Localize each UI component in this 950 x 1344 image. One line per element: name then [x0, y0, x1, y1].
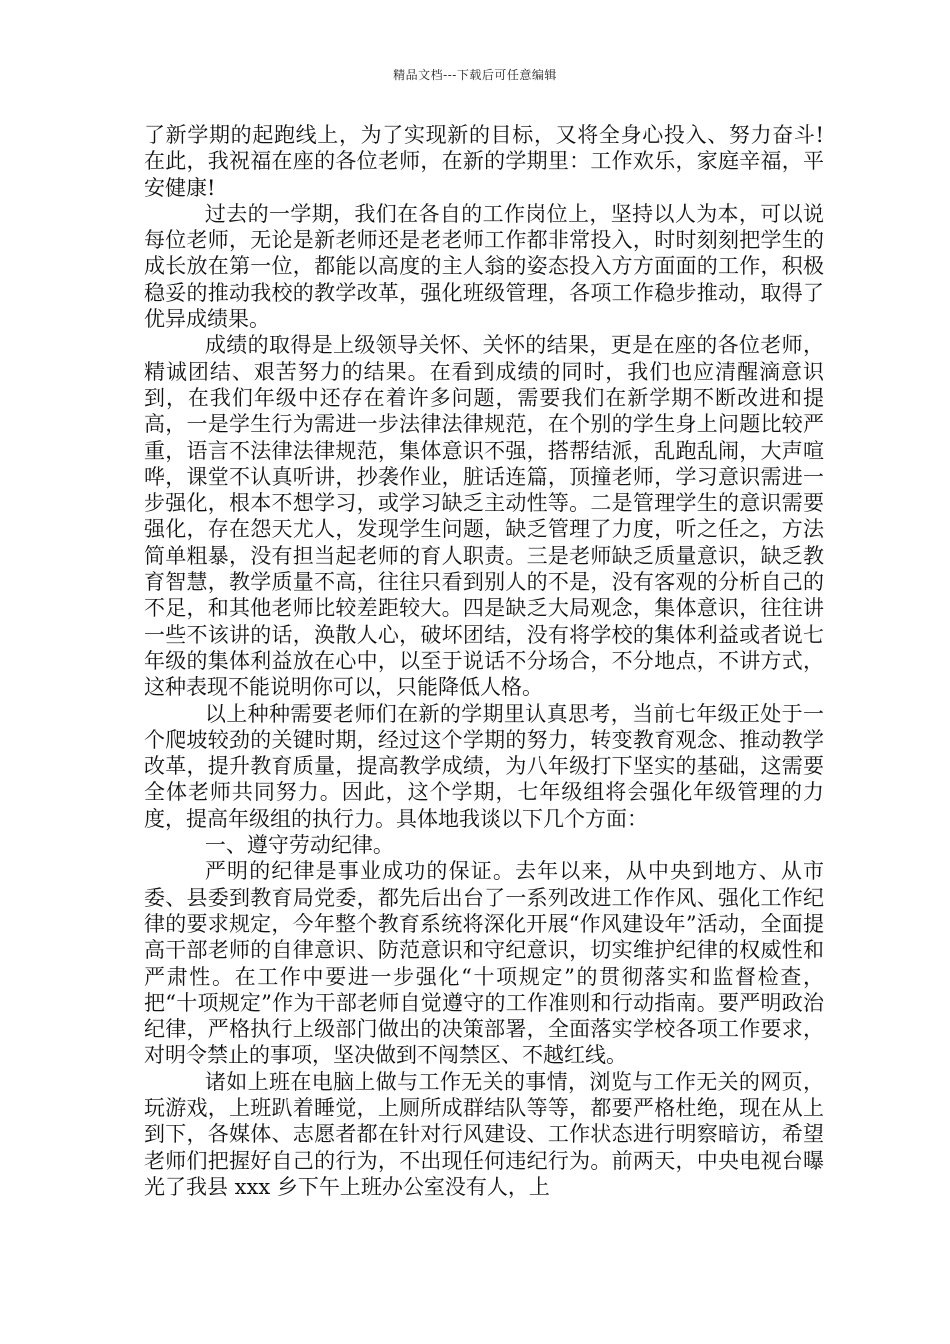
paragraph-3: 成绩的取得是上级领导关怀、关怀的结果，更是在座的各位老师，精诚团结、艰苦努力的结果。在看到成绩的同时，我们也应清醒滴意识到，在我们年级中还存在着许多问题，需要我们在新学期不断改进和提高，一是学生行为需进一步法律法律规范，在个别的学生身上问题比较严重，语言不法律法律规范，集体意识不强，搭帮结派，乱跑乱闹，大声喧哗，课堂不认真听讲，抄袭作业，脏话连篇，顶撞老师，学习意识需进一步强化，根本不想学习，或学习缺乏主动性等。二是管理学生的意识需要强化，存在怨天尤人，发现学生问题，缺乏管理了力度，听之任之，方法简单粗暴，没有担当起老师的育人职责。三是老师缺乏质量意识，缺乏教育智慧，教学质量不高，往往只看到别人的不是，没有客观的分析自己的不足，和其他老师比较差距较大。四是缺乏大局观念，集体意识，往往讲一些不该讲的话，涣散人心，破坏团结，没有将学校的集体利益或者说七年级的集体利益放在心中，以至于说话不分场合，不分地点，不讲方式，这种表现不能说明你可以，只能降低人格。	[144, 333, 824, 700]
paragraph-2: 过去的一学期，我们在各自的工作岗位上，坚持以人为本，可以说每位老师，无论是新老师还是老老师工作都非常投入，时时刻刻把学生的成长放在第一位，都能以高度的主人翁的姿态投入方方面面的工作，积极稳妥的推动我校的教学改革，强化班级管理，各项工作稳步推动，取得了优异成绩果。	[144, 201, 824, 332]
paragraph-1: 了新学期的起跑线上，为了实现新的目标，又将全身心投入、努力奋斗!在此，我祝福在座的各位老师，在新的学期里：工作欢乐，家庭辛福，平安健康!	[144, 123, 824, 200]
section-heading-1: 一、遵守劳动纪律。	[204, 833, 394, 858]
paragraph-6: 诸如上班在电脑上做与工作无关的事情，浏览与工作无关的网页，玩游戏，上班趴着睡觉，上厕所成群结队等等，都要严格杜绝，现在从上到下，各媒体、志愿者都在针对行风建设、工作状态进行明察暗访，希望老师们把握好自己的行为，不出现任何违纪行为。前两天，中央电视台曝光了我县 xxx 乡下午上班办公室没有人，上	[144, 1069, 824, 1199]
paragraph-5: 严明的纪律是事业成功的保证。去年以来，从中央到地方、从市委、县委到教育局党委，都先后出台了一系列改进工作作风、强化工作纪律的要求规定，今年整个教育系统将深化开展“作风建设年”活动，全面提高干部老师的自律意识、防范意识和守纪意识，切实维护纪律的权威性和严肃性。在工作中要进一步强化“十项规定”的贯彻落实和监督检查，把“十项规定”作为干部老师自觉遵守的工作准则和行动指南。要严明政治纪律，严格执行上级部门做出的决策部署，全面落实学校各项工作要求，对明令禁止的事项，坚决做到不闯禁区、不越红线。	[144, 859, 824, 1068]
paragraph-4: 以上种种需要老师们在新的学期里认真思考，当前七年级正处于一个爬坡较劲的关键时期，经过这个学期的努力，转变教育观念、推动教学改革，提升教育质量，提高教学成绩，为八年级打下坚实的基础，这需要全体老师共同努力。因此，这个学期，七年级组将会强化年级管理的力度，提高年级组的执行力。具体地我谈以下几个方面：	[144, 701, 824, 831]
page-header: 精品文档---下载后可任意编辑	[393, 68, 557, 82]
document-body	[144, 122, 824, 1200]
